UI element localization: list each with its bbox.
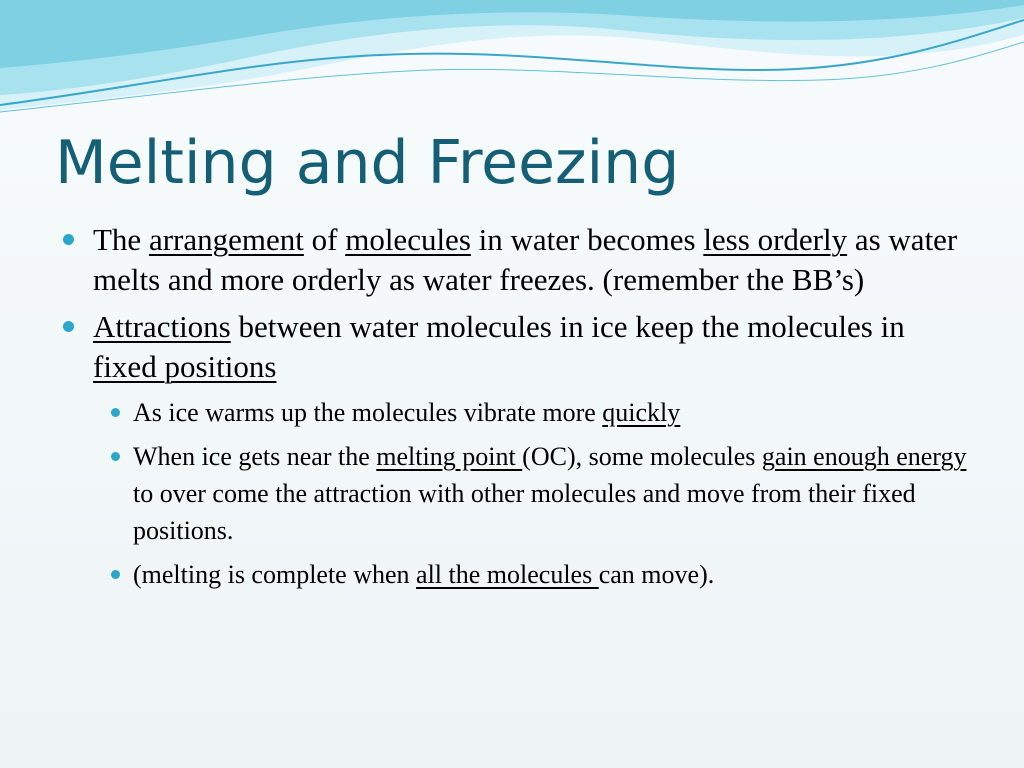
bullet-text: [93, 309, 905, 384]
text-segment: (melting is complete when: [133, 560, 417, 589]
bullet-item: [58, 220, 973, 300]
text-segment: as water melts and more orderly as water freezes. (remember the BB’s): [93, 222, 958, 297]
bullet-item: [58, 307, 973, 387]
text-segment: The: [93, 222, 149, 257]
sub-bullet-dot-icon: [111, 452, 120, 461]
underlined-term: Attractions: [93, 309, 231, 344]
text-segment: of: [303, 222, 346, 257]
bullet-dot-icon: [63, 321, 74, 332]
text-segment: to over come the attraction with other molecules and move from their fixed positions.: [133, 479, 916, 545]
sub-bullet-text: [133, 442, 966, 545]
sub-bullet-item: [58, 556, 973, 593]
underlined-term: arrangement: [148, 222, 304, 257]
text-segment: As ice warms up the molecules vibrate more: [133, 398, 603, 427]
text-segment: between water molecules in ice keep the molecules in: [230, 309, 905, 344]
underlined-term: fixed positions: [93, 349, 277, 384]
sub-bullet-item: [58, 438, 973, 549]
underlined-term: quickly: [602, 398, 681, 427]
sub-bullet-item: [58, 394, 973, 431]
underlined-term: melting point: [376, 442, 523, 471]
text-segment: (OC), some molecules: [522, 442, 762, 471]
underlined-term: molecules: [345, 222, 471, 257]
header-wave-decoration: [0, 0, 1024, 120]
slide-title: Melting and Freezing: [55, 128, 680, 198]
sub-bullet-dot-icon: [111, 408, 120, 417]
text-segment: When ice gets near the: [133, 442, 377, 471]
underlined-term: gain enough energy: [761, 442, 967, 471]
text-segment: in water becomes: [470, 222, 704, 257]
bullet-text: [93, 222, 957, 297]
sub-bullet-dot-icon: [111, 570, 120, 579]
underlined-term: less orderly: [703, 222, 848, 257]
bullet-dot-icon: [63, 234, 74, 245]
sub-bullet-text: [133, 560, 714, 589]
bullet-list: [58, 220, 973, 600]
sub-bullet-text: [133, 398, 680, 427]
underlined-term: all the molecules: [416, 560, 599, 589]
text-segment: can move).: [598, 560, 715, 589]
